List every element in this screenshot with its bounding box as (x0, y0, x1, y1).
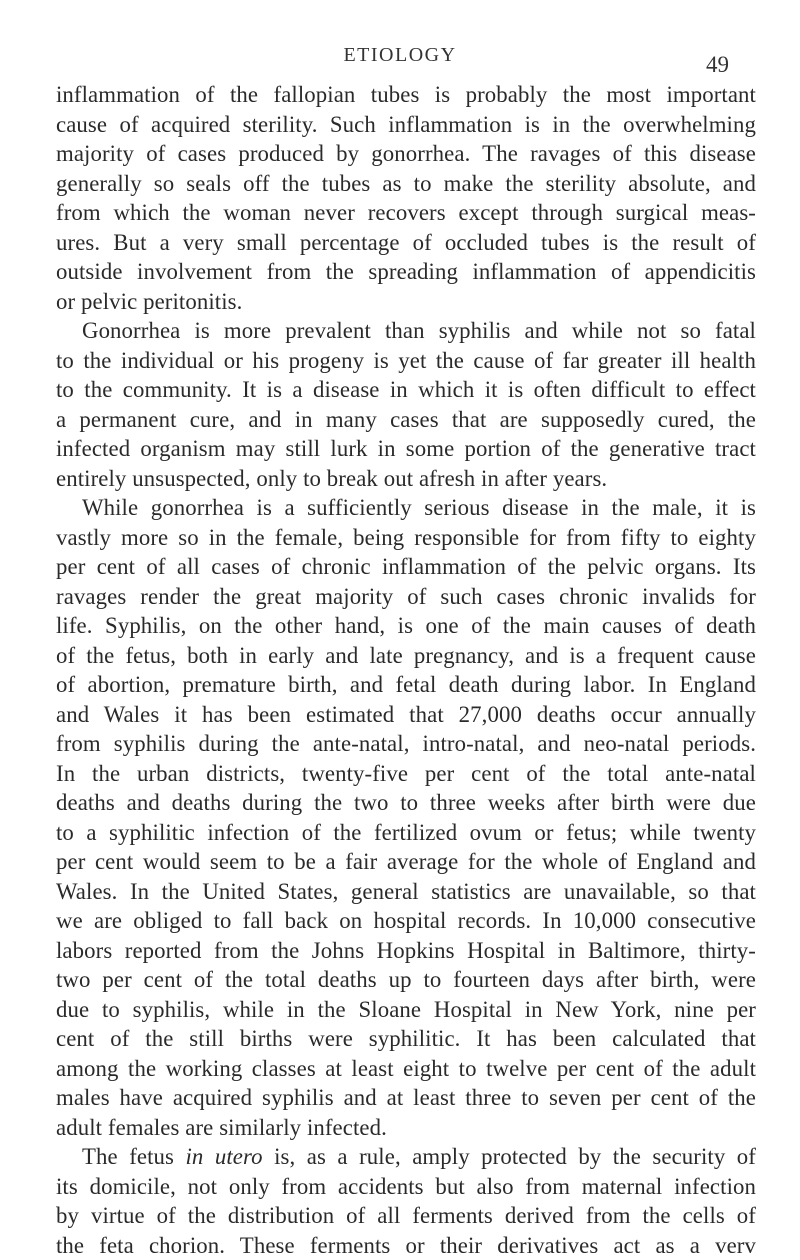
text-line (56, 1142, 756, 1172)
text-line: a permanent cure, and in many cases that are supposedly cured, the (56, 405, 756, 435)
text-segment: is, as a rule, amply protected by the security of (263, 1144, 756, 1169)
text-line: Gonorrhea is more prevalent than syphilis and while not so fatal (56, 316, 756, 346)
text-line: males have acquired syphilis and at least three to seven per cent of the (56, 1083, 756, 1113)
text-line: labors reported from the Johns Hopkins Hospital in Baltimore, thirty- (56, 936, 756, 966)
text-line: inflammation of the fallopian tubes is probably the most important (56, 80, 756, 110)
text-line: two per cent of the total deaths up to fourteen days after birth, were (56, 965, 756, 995)
text-segment: The fetus (82, 1144, 185, 1169)
text-line: per cent would seem to be a fair average for the whole of England and (56, 847, 756, 877)
text-line: ures. But a very small percentage of occluded tubes is the result of (56, 228, 756, 258)
text-line: majority of cases produced by gonorrhea. The ravages of this disease (56, 139, 756, 169)
text-line: life. Syphilis, on the other hand, is one of the main causes of death (56, 611, 756, 641)
text-line: cent of the still births were syphilitic. It has been calculated that (56, 1024, 756, 1054)
text-line: per cent of all cases of chronic inflammation of the pelvic organs. Its (56, 552, 756, 582)
text-line: adult females are similarly infected. (56, 1113, 756, 1143)
paragraph-4 (56, 1142, 756, 1260)
text-line: we are obliged to fall back on hospital records. In 10,000 consecutive (56, 906, 756, 936)
text-line: outside involvement from the spreading inflammation of appendicitis (56, 257, 756, 287)
text-line: among the working classes at least eight to twelve per cent of the adult (56, 1054, 756, 1084)
italic-phrase: in utero (185, 1144, 262, 1169)
text-line: the feta chorion. These ferments or their derivatives act as a verv (56, 1231, 756, 1260)
paragraph-1 (56, 80, 756, 316)
text-line: generally so seals off the tubes as to make the sterility absolute, and (56, 169, 756, 199)
text-line: infected organism may still lurk in some portion of the generative tract (56, 434, 756, 464)
text-line: vastly more so in the female, being responsible for from fifty to eighty (56, 523, 756, 553)
text-line: of the fetus, both in early and late pregnancy, and is a frequent cause (56, 641, 756, 671)
running-head: ETIOLOGY (0, 44, 800, 67)
text-line: from syphilis during the ante-natal, intro-natal, and neo-natal periods. (56, 729, 756, 759)
text-line: to the individual or his progeny is yet the cause of far greater ill health (56, 346, 756, 376)
body-text (56, 80, 756, 1260)
text-line: In the urban districts, twenty-five per cent of the total ante-natal (56, 759, 756, 789)
text-line: deaths and deaths during the two to three weeks after birth were due (56, 788, 756, 818)
paragraph-2 (56, 316, 756, 493)
text-line: due to syphilis, while in the Sloane Hospital in New York, nine per (56, 995, 756, 1025)
text-line: While gonorrhea is a sufficiently serious disease in the male, it is (56, 493, 756, 523)
text-line: by virtue of the distribution of all ferments derived from the cells of (56, 1201, 756, 1231)
paragraph-3 (56, 493, 756, 1142)
text-line: and Wales it has been estimated that 27,000 deaths occur annually (56, 700, 756, 730)
text-line: to a syphilitic infection of the fertilized ovum or fetus; while twenty (56, 818, 756, 848)
text-line: ravages render the great majority of such cases chronic invalids for (56, 582, 756, 612)
page-number: 49 (706, 52, 729, 78)
text-line: from which the woman never recovers except through surgical meas- (56, 198, 756, 228)
text-line: or pelvic peritonitis. (56, 287, 756, 317)
text-line: Wales. In the United States, general statistics are unavailable, so that (56, 877, 756, 907)
text-line: of abortion, premature birth, and fetal death during labor. In England (56, 670, 756, 700)
text-line: to the community. It is a disease in which it is often difficult to effect (56, 375, 756, 405)
text-line: its domicile, not only from accidents but also from maternal infection (56, 1172, 756, 1202)
text-line: entirely unsuspected, only to break out afresh in after years. (56, 464, 756, 494)
text-line: cause of acquired sterility. Such inflammation is in the overwhelming (56, 110, 756, 140)
